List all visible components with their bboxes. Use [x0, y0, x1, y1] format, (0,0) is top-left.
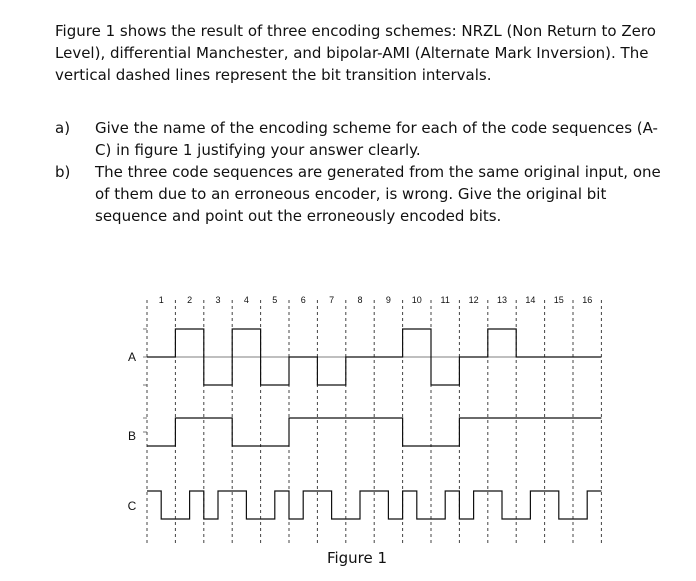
bit-number-label: 6	[300, 295, 306, 305]
bit-number-label: 15	[553, 295, 564, 305]
question-a-text: Give the name of the encoding scheme for each of the code sequences (A-C) in figure 1 justifying your answer clearly.	[95, 119, 658, 159]
bit-number-label: 1	[158, 295, 164, 305]
bit-number-label: 2	[187, 295, 193, 305]
bit-number-label: 7	[329, 295, 335, 305]
bit-number-label: 4	[243, 295, 249, 305]
question-b-text: The three code sequences are generated from the same original input, one of them due to an erroneous encoder, is wrong. Give the original bit sequence and point out the erroneously encoded bits.	[95, 163, 661, 225]
signal-label-a: A	[127, 350, 137, 364]
bit-number-label: 8	[357, 295, 363, 305]
figure-caption: Figure 1	[326, 549, 388, 567]
bit-number-label: 13	[496, 295, 508, 305]
bit-number-label: 10	[411, 295, 422, 305]
bit-number-label: 16	[582, 295, 593, 305]
bit-number-label: 11	[440, 295, 450, 305]
signal-label-c: C	[127, 499, 137, 513]
intro-paragraph: Figure 1 shows the result of three encoding schemes: NRZL (Non Return to Zero Level), differential Manchester, and bipolar-AMI (Alternate Mark Inversion). The vertical dashed lines represent the bit transition intervals.	[55, 22, 656, 84]
signal-label-b: B	[127, 429, 137, 443]
bit-number-label: 14	[525, 295, 536, 305]
question-a-marker: a)	[55, 119, 71, 137]
question-b-marker: b)	[55, 163, 71, 181]
bit-number-label: 12	[468, 295, 479, 305]
bit-number-label: 5	[272, 295, 278, 305]
bit-number-label: 9	[385, 295, 391, 305]
bit-number-label: 3	[215, 295, 221, 305]
